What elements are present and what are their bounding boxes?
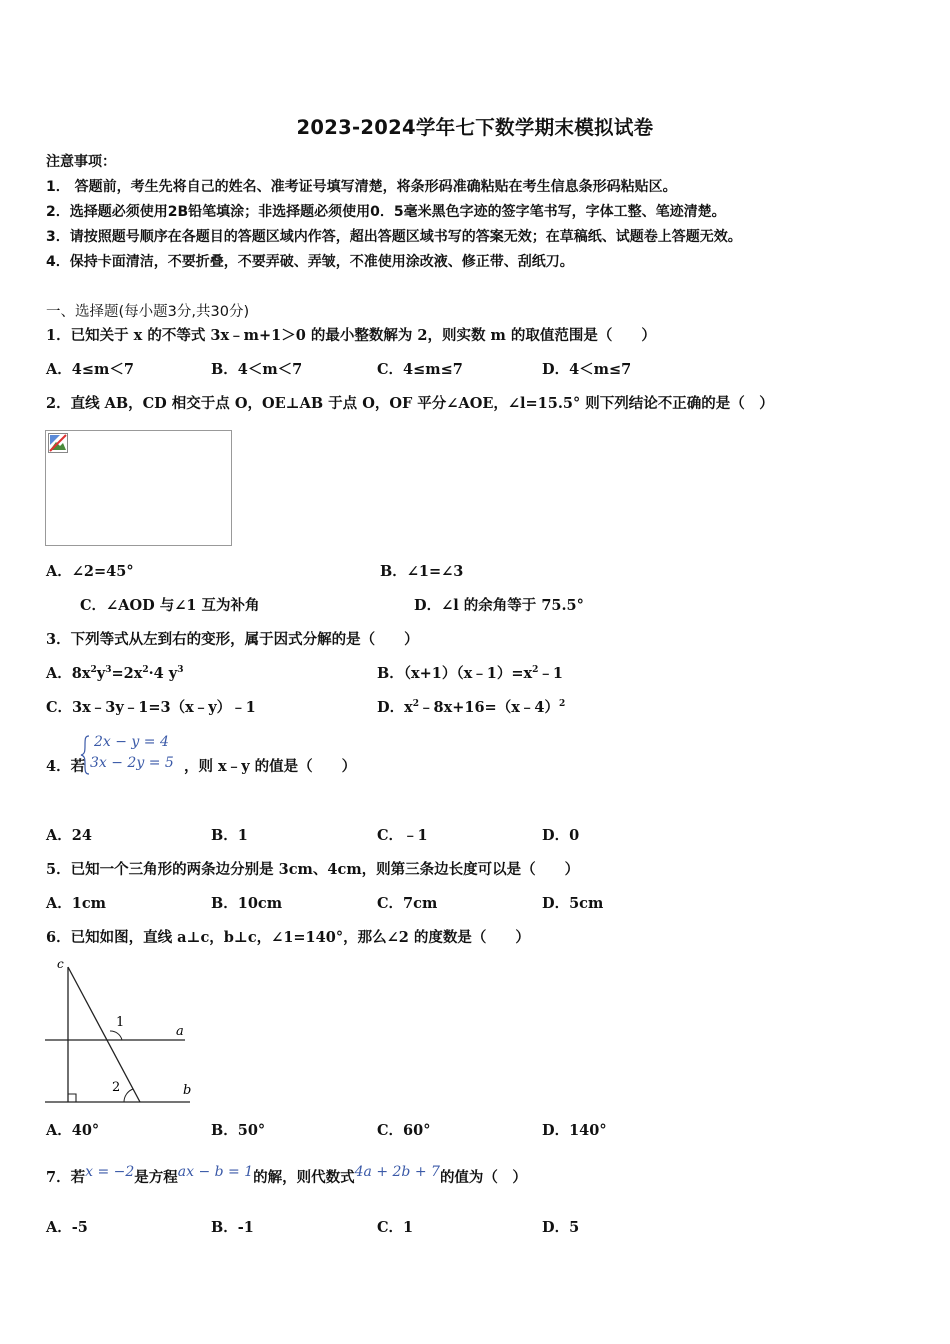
q6-option-d: D．140° <box>542 1122 607 1139</box>
brace-icon <box>80 735 90 775</box>
q7-option-a: A．-5 <box>46 1219 88 1236</box>
question-4-prefix: 4．若 <box>46 758 86 775</box>
q4-equation-system <box>80 732 190 778</box>
q6-option-b: B．50° <box>211 1122 266 1139</box>
angle-2-arc <box>124 1089 133 1102</box>
section-heading: 一、选择题(每小题3分,共30分) <box>46 304 250 320</box>
q1-option-b: B．4＜m＜7 <box>211 361 303 378</box>
q6-figure <box>40 955 200 1110</box>
q2-option-b: B．∠1=∠3 <box>380 563 464 580</box>
broken-image-icon <box>48 433 68 453</box>
q5-option-b: B．10cm <box>211 895 283 912</box>
q5-option-a: A．1cm <box>46 895 107 912</box>
q4-equation-2: 3x − 2y = 5 <box>90 755 174 771</box>
q2-figure-placeholder <box>45 430 232 546</box>
label-angle-2: 2 <box>112 1080 121 1095</box>
q4-option-a: A．24 <box>46 827 92 844</box>
q2-option-c: C．∠AOD 与∠1 互为补角 <box>80 597 260 614</box>
q3-option-d: D．$x^2﹣8x+16=(x﹣4)^2$ <box>377 699 566 716</box>
label-angle-1: 1 <box>116 1015 125 1030</box>
q7-option-d: D．5 <box>542 1219 580 1236</box>
q4-equation-1: 2x − y = 4 <box>94 734 169 750</box>
q4-option-c: C．﹣1 <box>377 827 428 844</box>
q6-option-a: A．40° <box>46 1122 100 1139</box>
question-5-stem: 5．已知一个三角形的两条边分别是 3cm、4cm，则第三条边长度可以是（ ） <box>46 861 580 878</box>
q5-option-d: D．5cm <box>542 895 604 912</box>
angle-1-arc <box>110 1031 122 1040</box>
notice-item: 1． 答题前，考生先将自己的姓名、准考证号填写清楚，将条形码准确粘贴在考生信息条形码粘贴区。 <box>46 179 677 195</box>
q1-option-a: A．4≤m＜7 <box>46 361 134 378</box>
q6-option-c: C．60° <box>377 1122 431 1139</box>
page-title: 2023-2024学年七下数学期末模拟试卷 <box>296 116 654 139</box>
question-3-stem: 3．下列等式从左到右的变形，属于因式分解的是（ ） <box>46 631 419 648</box>
question-6-stem: 6．已知如图，直线 a⊥c，b⊥c，∠1=140°，那么∠2 的度数是（ ） <box>46 929 530 946</box>
q4-option-b: B．1 <box>211 827 248 844</box>
transversal <box>68 967 140 1102</box>
q3-option-b: B．$(x+1)(x﹣1)=x^2﹣1$ <box>377 665 564 682</box>
q2-option-d: D．∠l 的余角等于 75.5° <box>414 597 584 614</box>
q2-option-a: A．∠2=45° <box>46 563 134 580</box>
question-4-suffix: ，则 x﹣y 的值是（ ） <box>184 758 357 775</box>
q3-option-a: A．$8x^2y^3=2x^2\cdot 4$ $y^3$ <box>46 665 184 682</box>
q1-option-c: C．4≤m≤7 <box>377 361 463 378</box>
q7-math-1: x = −2 <box>85 1164 135 1180</box>
q1-option-d: D．4＜m≤7 <box>542 361 632 378</box>
label-a: a <box>176 1024 184 1039</box>
notice-item: 2．选择题必须使用2B铅笔填涂；非选择题必须使用0．5毫米黑色字迹的签字笔书写，字体工整、笔迹清楚。 <box>46 204 726 220</box>
q4-option-d: D．0 <box>542 827 580 844</box>
notice-item: 4．保持卡面清洁，不要折叠，不要弄破、弄皱，不准使用涂改液、修正带、刮纸刀。 <box>46 254 574 270</box>
label-c: c <box>57 957 64 971</box>
q5-option-c: C．7cm <box>377 895 438 912</box>
notice-heading: 注意事项： <box>46 154 116 170</box>
label-b: b <box>183 1083 192 1098</box>
question-2-stem: 2．直线 AB，CD 相交于点 O，OE⊥AB 于点 O，OF 平分∠AOE，∠l=15.5° 则下列结论不正确的是（ ） <box>46 395 774 412</box>
q7-option-b: B．-1 <box>211 1219 254 1236</box>
q7-math-3: 4a + 2b + 7 <box>354 1164 440 1180</box>
right-angle-mark <box>68 1094 76 1102</box>
q7-math-2: ax − b = 1 <box>177 1164 254 1180</box>
q7-option-c: C．1 <box>377 1219 414 1236</box>
q3-option-c: C．3x﹣3y﹣1=3（x﹣y）﹣1 <box>46 699 256 716</box>
notice-item: 3．请按照题号顺序在各题目的答题区域内作答，超出答题区域书写的答案无效；在草稿纸、试题卷上答题无效。 <box>46 229 742 245</box>
question-1-stem: 1．已知关于 x 的不等式 3x﹣m+1＞0 的最小整数解为 2，则实数 m 的取值范围是（ ） <box>46 327 656 344</box>
question-7-stem: 7．若x = −2是方程ax − b = 1的解，则代数式4a + 2b + 7的值为（ ） <box>46 1164 527 1186</box>
